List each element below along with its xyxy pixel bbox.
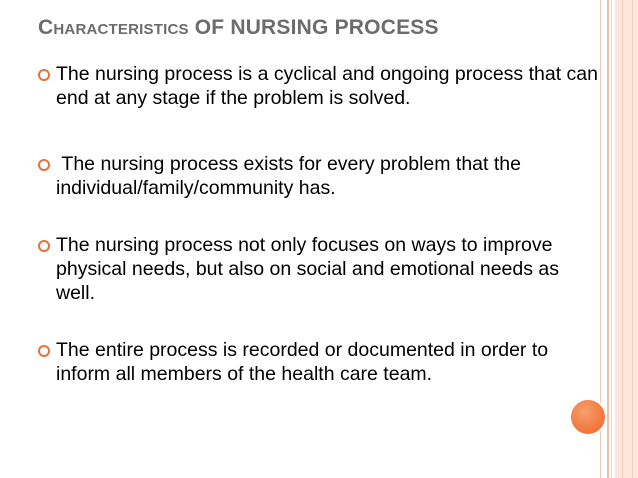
bullet-text: The nursing process exists for every problem that the individual/family/community has.: [56, 153, 527, 199]
bullet-ring-icon: [38, 345, 50, 357]
bullet-item: [38, 152, 598, 200]
decor-stripe: [622, 0, 623, 478]
decor-stripe: [611, 0, 612, 478]
decor-circle: [569, 398, 607, 436]
bullet-ring-icon: [38, 240, 50, 252]
decor-stripe: [607, 0, 609, 478]
decor-stripe: [632, 0, 633, 478]
decor-stripe: [615, 0, 638, 478]
bullet-item: [38, 338, 598, 386]
bullet-item: [38, 233, 598, 305]
bullet-ring-icon: [38, 159, 50, 171]
title-initial: C: [38, 16, 54, 39]
bullet-text: The entire process is recorded or documented in order to inform all members of the health care team.: [56, 339, 549, 385]
bullet-list: [38, 62, 598, 386]
title-rest: OF NURSING PROCESS: [194, 16, 439, 39]
bullet-ring-icon: [38, 69, 50, 81]
bullet-item: [38, 62, 598, 110]
bullet-text: The nursing process is a cyclical and ongoing process that can end at any stage if the problem is solved.: [56, 63, 598, 109]
bullet-text: The nursing process not only focuses on ways to improve physical needs, but also on social and emotional needs as well.: [56, 234, 559, 304]
slide-title: [38, 16, 439, 40]
title-smallcaps: HARACTERISTICS: [53, 21, 189, 38]
